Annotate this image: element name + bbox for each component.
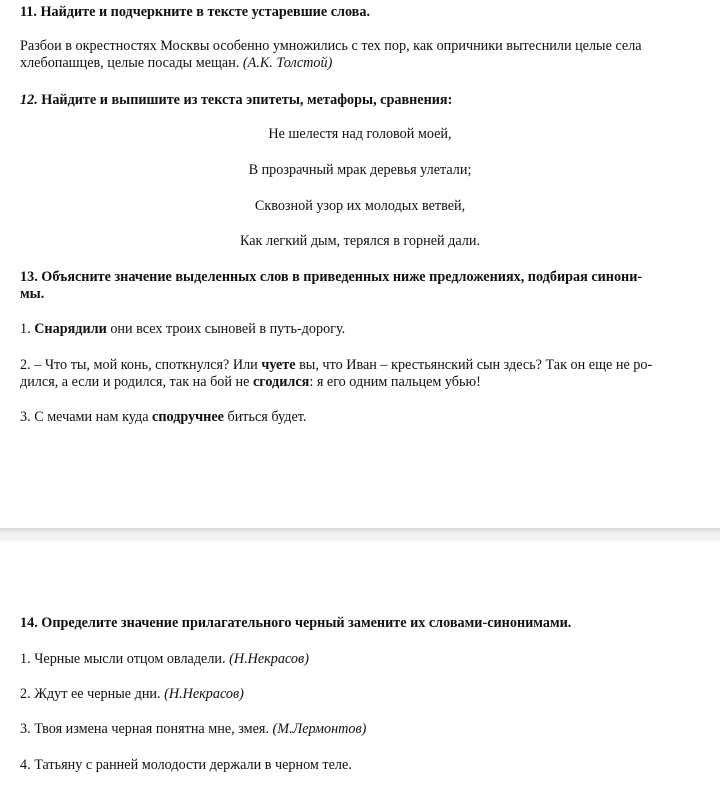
- item-text: 4. Татьяну с ранней молодости держали в черном теле.: [20, 757, 352, 773]
- highlighted-word: чуете: [261, 357, 296, 373]
- sentence-text: биться будет.: [223, 409, 307, 425]
- task-11-text: хлебопашцев, целые посады мещан.: [20, 55, 240, 71]
- task-12-number: 12.: [20, 92, 38, 108]
- task-14-item: [20, 686, 244, 703]
- page-separator: [0, 528, 720, 542]
- task-14-item: [20, 757, 352, 774]
- item-text: 2. Ждут ее черные дни.: [20, 686, 161, 702]
- task-14-title: 14. Определите значение прилагательного черный замените их словами-синонимами.: [20, 615, 572, 631]
- sentence-text: они всех троих сыновей в путь-дорогу.: [106, 321, 346, 337]
- task-12-title-text: Найдите и выпишите из текста эпитеты, метафоры, сравнения:: [41, 92, 453, 108]
- task-14-item: [20, 651, 309, 668]
- task-14-item: [20, 721, 366, 738]
- highlighted-word: сгодился: [252, 374, 310, 390]
- task-11-text-line-2: [20, 55, 332, 72]
- sentence-text: 2. – Что ты, мой конь, споткнулся? Или: [20, 357, 262, 373]
- item-source: (Н.Некрасов): [164, 686, 244, 702]
- item-text: 1. Черные мысли отцом овладели.: [20, 651, 226, 667]
- task-13-sentence-2-line-2: [20, 374, 481, 391]
- task-11-title: 11. Найдите и подчеркните в тексте устаревшие слова.: [20, 4, 370, 20]
- item-source: (М.Лермонтов): [272, 721, 367, 737]
- sentence-text: дился, а если и родился, так на бой не: [20, 374, 253, 390]
- task-13-sentence-2-line-1: [20, 357, 652, 374]
- sentence-number: 1.: [20, 321, 31, 337]
- page-2: [0, 542, 720, 788]
- task-13-title-line-1: 13. Объясните значение выделенных слов в приведенных ниже предложениях, подбирая синони-: [20, 269, 643, 285]
- poem-line: Сквозной узор их молодых ветвей,: [254, 198, 466, 214]
- task-12-title: [20, 92, 452, 109]
- poem-line: Не шелестя над головой моей,: [268, 126, 452, 142]
- task-13-title-line-2: мы.: [20, 286, 45, 302]
- sentence-text: 3. С мечами нам куда: [20, 409, 153, 425]
- poem-line: Как легкий дым, терялся в горней дали.: [239, 233, 480, 249]
- sentence-text: : я его одним пальцем убью!: [309, 374, 481, 390]
- highlighted-word: Снарядили: [34, 321, 107, 337]
- task-11-source: (А.К. Толстой): [242, 55, 333, 71]
- sentence-text: вы, что Иван – крестьянский сын здесь? Так он еще не ро-: [295, 357, 653, 373]
- highlighted-word: сподручнее: [152, 409, 224, 425]
- poem-line: В прозрачный мрак деревья улетали;: [248, 162, 472, 178]
- task-13-sentence-3: [20, 409, 306, 426]
- item-text: 3. Твоя измена черная понятна мне, змея.: [20, 721, 269, 737]
- task-13-sentence-1: [20, 321, 345, 338]
- item-source: (Н.Некрасов): [229, 651, 309, 667]
- task-11-text-line-1: Разбои в окрестностях Москвы особенно умножились с тех пор, как опричники вытеснили целые села: [20, 38, 642, 54]
